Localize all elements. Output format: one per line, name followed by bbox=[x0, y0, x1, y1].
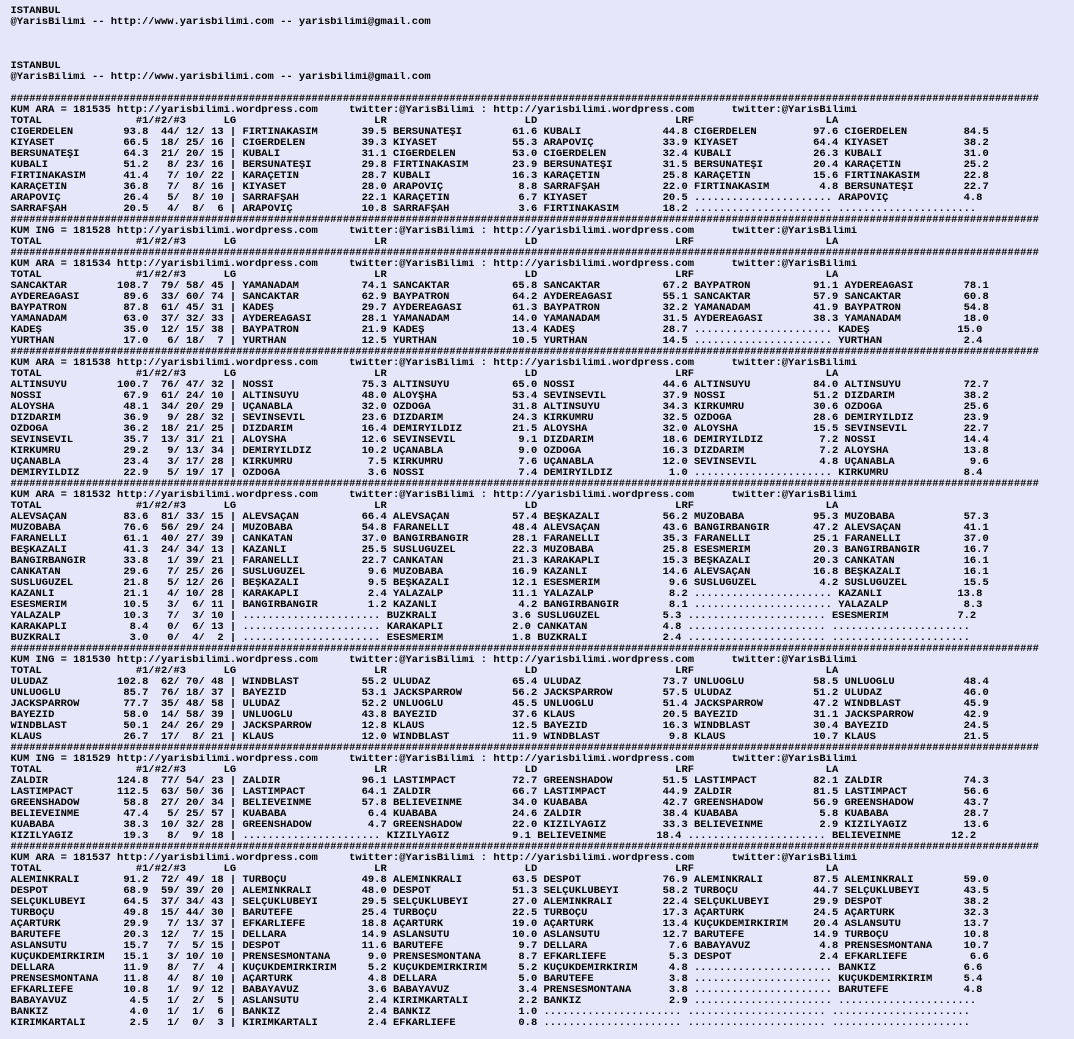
report-line: KIYASET 66.5 18/ 25/ 16 | CIĞERDELEN 39.3 KIYASET 55.3 ARAPOVİÇ 33.9 KIYASET 64.4 KIYASET 38.2 bbox=[10, 138, 989, 149]
report-line: #################################################################################################################################################################### bbox=[10, 644, 1039, 655]
report-line: SEVİNSEVİL 35.7 13/ 31/ 21 | ALOYSHA 12.6 SEVİNSEVİL 9.1 DİZDARIM 18.6 DEMİRYILDIZ 7.2 NOSSİ 14.4 bbox=[10, 435, 989, 446]
report-line: @YarisBilimi -- http://www.yarisbilimi.com -- yarisbilimi@gmail.com bbox=[10, 17, 431, 28]
report-line: ARAPOVİÇ 26.4 5/ 8/ 10 | SARRAFŞAH 22.1 KARAÇETİN 6.7 KIYASET 20.5 ...................... ARAPOVİÇ 4.8 bbox=[10, 193, 983, 204]
report-line: YALAZALP 10.3 7/ 3/ 10 | ...................... BUZKRALI 3.6 SÜSLÜGÜZEL 5.3 ...................... ESESMERİM 7.2 bbox=[10, 611, 977, 622]
report-line: TURBOÇU 49.8 15/ 44/ 30 | BARUTEFE 25.4 TURBOÇU 22.5 TURBOÇU 17.3 AÇARTÜRK 24.5 AÇARTÜRK 32.3 bbox=[10, 908, 989, 919]
report-line: KUM ING = 181529 http://yarisbilimi.wordpress.com twitter:@YarisBilimi : http://yarisbilimi.wordpress.com twitter:@YarisBilimi bbox=[10, 754, 858, 765]
report-line: SANCAKTAR 108.7 79/ 58/ 45 | YAMANADAM 74.1 SANCAKTAR 65.8 SANCAKTAR 67.2 BAYPATRON 91.1 AYDEREAĞASI 78.1 bbox=[10, 281, 989, 292]
report-line bbox=[10, 83, 1074, 94]
report-line: SARRAFŞAH 20.5 4/ 8/ 6 | ARAPOVİÇ 10.8 SARRAFŞAH 3.6 FIRTINAKASIM 18.2 ...................... ...................... bbox=[10, 204, 977, 215]
report-line: KÜÇÜKDEMİRKIRIM 15.1 3/ 10/ 10 | PRENSESMONTANA 9.0 PRENSESMONTANA 8.7 EFKARLIEFE 5.3 DESPOT 2.4 EFKARLIEFE 6.6 bbox=[10, 952, 989, 963]
report-line bbox=[10, 50, 1074, 61]
report-line: DEMİRYILDIZ 22.9 5/ 19/ 17 | ÖZDOĞA 3.6 NOSSİ 7.4 DEMİRYILDIZ 1.0 ...................... KIRKUMRU 8.4 bbox=[10, 468, 983, 479]
report-line: KUM ARA = 181538 http://yarisbilimi.wordpress.com twitter:@YarisBilimi : http://yarisbilimi.wordpress.com twitter:@YarisBilimi bbox=[10, 358, 858, 369]
report-line: KUM ARA = 181532 http://yarisbilimi.wordpress.com twitter:@YarisBilimi : http://yarisbilimi.wordpress.com twitter:@YarisBilimi bbox=[10, 490, 858, 501]
report-line: ÜNLÜOĞLU 85.7 76/ 18/ 37 | BAYEZID 53.1 JACKSPARROW 56.2 JACKSPARROW 57.5 ULUDAZ 51.2 ULUDAZ 46.0 bbox=[10, 688, 989, 699]
report-line: LASTIMPACT 112.5 63/ 50/ 36 | LASTIMPACT 64.1 ZALDIR 66.7 LASTIMPACT 44.9 ZALDIR 81.5 LASTIMPACT 56.6 bbox=[10, 787, 989, 798]
report-line: KIRIMKARTALI 2.5 1/ 0/ 3 | KIRIMKARTALI 2.4 EFKARLIEFE 0.8 ...................... ...................... ...................... bbox=[10, 1018, 970, 1029]
report-line: ISTANBUL bbox=[10, 6, 61, 17]
report-line: DELLARA 11.9 8/ 7/ 4 | KÜÇÜKDEMİRKIRIM 5.2 KÜÇÜKDEMİRKIRIM 5.2 KÜÇÜKDEMİRKIRIM 4.8 ...................... BANKIZ 6.6 bbox=[10, 963, 983, 974]
report-line: YAMANADAM 63.0 37/ 32/ 33 | AYDEREAĞASI 28.1 YAMANADAM 14.0 YAMANADAM 31.5 AYDEREAĞASI 38.3 YAMANADAM 18.0 bbox=[10, 314, 989, 325]
report-line: #################################################################################################################################################################### bbox=[10, 479, 1039, 490]
report-line: PRENSESMONTANA 11.8 4/ 8/ 10 | AÇARTÜRK 4.8 DELLARA 5.0 BARUTEFE 3.8 ...................... KÜÇÜKDEMİRKIRIM 5.4 bbox=[10, 974, 983, 985]
report-line: TOTAL #1/#2/#3 LG LR LD LRF LA bbox=[10, 116, 839, 127]
report-line: BANGIRBANGIR 33.8 1/ 39/ 21 | FARANELLİ 22.7 CANKATAN 21.3 KARAKAPLI 15.3 BEŞKAZALI 20.3 CANKATAN 16.1 bbox=[10, 556, 989, 567]
report-line: KUM ING = 181528 http://yarisbilimi.wordpress.com twitter:@YarisBilimi : http://yarisbilimi.wordpress.com twitter:@YarisBilimi bbox=[10, 226, 858, 237]
report-line: FARANELLİ 61.1 40/ 27/ 39 | CANKATAN 37.0 BANGIRBANGIR 28.1 FARANELLİ 35.3 FARANELLİ 25.1 FARANELLİ 37.0 bbox=[10, 534, 989, 545]
report-line: YURTHAN 17.0 6/ 18/ 7 | YURTHAN 12.5 YURTHAN 10.5 YURTHAN 14.5 ...................... YURTHAN 2.4 bbox=[10, 336, 983, 347]
report-line: ÖZDOĞA 36.2 18/ 21/ 25 | DİZDARIM 16.4 DEMİRYILDIZ 21.5 ALOYSHA 32.0 ALOYSHA 15.5 SEVİNSEVİL 22.7 bbox=[10, 424, 989, 435]
report-line: BABAYAVUZ 4.5 1/ 2/ 5 | ASLANSUTU 2.4 KIRIMKARTALI 2.2 BANKIZ 2.9 ...................... ...................... bbox=[10, 996, 977, 1007]
report-line: AYDEREAĞASI 89.6 33/ 60/ 74 | SANCAKTAR 62.9 BAYPATRON 64.2 AYDEREAĞASI 55.1 SANCAKTAR 57.9 SANCAKTAR 60.8 bbox=[10, 292, 989, 303]
report-line: TOTAL #1/#2/#3 LG LR LD LRF LA bbox=[10, 501, 839, 512]
report-line: KUM ING = 181530 http://yarisbilimi.wordpress.com twitter:@YarisBilimi : http://yarisbilimi.wordpress.com twitter:@YarisBilimi bbox=[10, 655, 858, 666]
report-line: BAYEZID 58.0 14/ 58/ 39 | ÜNLÜOĞLU 43.8 BAYEZID 37.6 KLAUS 20.5 BAYEZID 31.1 JACKSPARROW 42.9 bbox=[10, 710, 989, 721]
report-line: TOTAL #1/#2/#3 LG LR LD LRF LA bbox=[10, 237, 839, 248]
report-line: FIRTINAKASIM 41.4 7/ 10/ 22 | KARAÇETİN 28.7 KUBALI 16.3 KARAÇETİN 25.8 KARAÇETİN 15.6 FIRTINAKASIM 22.8 bbox=[10, 171, 989, 182]
report-line: TOTAL #1/#2/#3 LG LR LD LRF LA bbox=[10, 369, 839, 380]
report-line: AÇARTÜRK 29.9 7/ 13/ 37 | EFKARLIEFE 18.8 AÇARTÜRK 19.0 AÇARTÜRK 13.4 KÜÇÜKDEMİRKIRIM 20.4 ASLANSUTU 13.7 bbox=[10, 919, 989, 930]
report-line: JACKSPARROW 77.7 35/ 48/ 58 | ULUDAZ 52.2 ÜNLÜOĞLU 45.5 ÜNLÜOĞLU 51.4 JACKSPARROW 47.2 WINDBLAST 45.9 bbox=[10, 699, 989, 710]
report-line: #################################################################################################################################################################### bbox=[10, 94, 1039, 105]
report-line: ULUDAZ 102.8 62/ 70/ 48 | WINDBLAST 55.2 ULUDAZ 65.4 ULUDAZ 73.7 ÜNLÜOĞLU 58.5 ÜNLÜOĞLU 48.4 bbox=[10, 677, 989, 688]
report-line: #################################################################################################################################################################### bbox=[10, 248, 1039, 259]
report-line: DESPOT 68.9 59/ 39/ 20 | ALEMİNKRALI 48.0 DESPOT 51.3 SELÇUKLUBEYİ 58.2 TURBOÇU 44.7 SELÇUKLUBEYİ 43.5 bbox=[10, 886, 989, 897]
report-line: DİZDARIM 36.9 9/ 28/ 32 | SEVİNSEVİL 23.6 DİZDARIM 24.3 KIRKUMRU 32.5 ÖZDOĞA 28.6 DEMİRYILDIZ 23.9 bbox=[10, 413, 989, 424]
report-line: KUM ARA = 181534 http://yarisbilimi.wordpress.com twitter:@YarisBilimi : http://yarisbilimi.wordpress.com twitter:@YarisBilimi bbox=[10, 259, 858, 270]
report-line: GREENSHADOW 58.8 27/ 20/ 34 | BELIEVEINME 57.8 BELIEVEINME 34.0 KUABABA 42.7 GREENSHADOW 56.9 GREENSHADOW 43.7 bbox=[10, 798, 989, 809]
report-line: TOTAL #1/#2/#3 LG LR LD LRF LA bbox=[10, 666, 839, 677]
report-line: ALEMİNKRALI 91.2 72/ 49/ 18 | TURBOÇU 49.8 ALEMİNKRALI 63.5 DESPOT 76.9 ALEMİNKRALI 87.5 ALEMİNKRALI 59.0 bbox=[10, 875, 989, 886]
report-line: BELIEVEINME 47.4 5/ 25/ 57 | KUABABA 6.4 KUABABA 24.6 ZALDIR 38.4 KUABABA 5.8 KUABABA 28.7 bbox=[10, 809, 989, 820]
report-line: KADEŞ 35.0 12/ 15/ 38 | BAYPATRON 21.9 KADEŞ 13.4 KADEŞ 28.7 ...................... KADEŞ 15.0 bbox=[10, 325, 983, 336]
report-line: ALEVSAÇAN 83.6 81/ 33/ 15 | ALEVSAÇAN 66.4 ALEVSAÇAN 57.4 BEŞKAZALI 56.2 MUZOBABA 95.3 MUZOBABA 57.3 bbox=[10, 512, 989, 523]
report-line: ESESMERİM 10.5 3/ 6/ 11 | BANGIRBANGIR 1.2 KAZANLI 4.2 BANGIRBANGIR 8.1 ...................... YALAZALP 8.3 bbox=[10, 600, 983, 611]
report-line: BEŞKAZALI 41.3 24/ 34/ 13 | KAZANLI 25.5 SÜSLÜGÜZEL 22.3 MUZOBABA 25.8 ESESMERİM 20.3 BANGIRBANGIR 16.7 bbox=[10, 545, 989, 556]
report-line: CIĞERDELEN 93.8 44/ 12/ 13 | FIRTINAKASIM 39.5 BERSUNATEŞİ 61.6 KUBALI 44.8 CIĞERDELEN 97.6 CIĞERDELEN 84.5 bbox=[10, 127, 989, 138]
report-line: ISTANBUL bbox=[10, 61, 61, 72]
report-line: KUBALI 51.2 8/ 23/ 16 | BERSUNATEŞİ 29.8 FIRTINAKASIM 23.9 BERSUNATEŞİ 31.5 BERSUNATEŞİ 20.4 KARAÇETİN 25.2 bbox=[10, 160, 989, 171]
report-line: TOTAL #1/#2/#3 LG LR LD LRF LA bbox=[10, 270, 839, 281]
report-line bbox=[10, 28, 1074, 39]
report-line: KUM ARA = 181535 http://yarisbilimi.wordpress.com twitter:@YarisBilimi : http://yarisbilimi.wordpress.com twitter:@YarisBilimi bbox=[10, 105, 858, 116]
report-line: UÇANABLA 23.4 3/ 17/ 28 | KIRKUMRU 7.5 KIRKUMRU 7.6 UÇANABLA 12.0 SEVİNSEVİL 4.8 UÇANABLA 9.6 bbox=[10, 457, 989, 468]
report-line: BAYPATRON 87.8 61/ 45/ 31 | KADEŞ 29.7 AYDEREAĞASI 61.3 BAYPATRON 32.2 YAMANADAM 41.9 BAYPATRON 54.8 bbox=[10, 303, 989, 314]
report-line: ALTINSUYU 100.7 76/ 47/ 32 | NOSSİ 75.3 ALTINSUYU 65.0 NOSSİ 44.6 ALTINSUYU 84.0 ALTINSUYU 72.7 bbox=[10, 380, 989, 391]
report-line: #################################################################################################################################################################### bbox=[10, 347, 1039, 358]
report-line: KARAÇETİN 36.8 7/ 8/ 16 | KIYASET 28.0 ARAPOVİÇ 8.8 SARRAFŞAH 22.0 FIRTINAKASIM 4.8 BERSUNATEŞİ 22.7 bbox=[10, 182, 989, 193]
report-line: BUZKRALI 3.0 0/ 4/ 2 | ...................... ESESMERİM 1.8 BUZKRALI 2.4 ...................... ...................... bbox=[10, 633, 970, 644]
report-line: KAZANLI 21.1 4/ 10/ 28 | KARAKAPLI 2.4 YALAZALP 11.1 YALAZALP 8.2 ...................... KAZANLI 13.8 bbox=[10, 589, 983, 600]
report-line: #################################################################################################################################################################### bbox=[10, 215, 1039, 226]
report-line bbox=[10, 39, 1074, 50]
report-line: #################################################################################################################################################################### bbox=[10, 842, 1039, 853]
report-line: ASLANSUTU 15.7 7/ 5/ 15 | DESPOT 11.6 BARUTEFE 9.7 DELLARA 7.6 BABAYAVUZ 4.8 PRENSESMONTANA 10.7 bbox=[10, 941, 989, 952]
report-line: KIZILYAĞIZ 19.3 8/ 9/ 18 | ...................... KIZILYAĞIZ 9.1 BELIEVEINME 18.4 ...................... BELIEVEINME 12.2 bbox=[10, 831, 977, 842]
report-line: KARAKAPLI 8.4 0/ 6/ 13 | ...................... KARAKAPLI 2.0 CANKATAN 4.8 ...................... ...................... bbox=[10, 622, 970, 633]
report-line: ZALDIR 124.8 77/ 54/ 23 | ZALDIR 96.1 LASTIMPACT 72.7 GREENSHADOW 51.5 LASTIMPACT 82.1 ZALDIR 74.3 bbox=[10, 776, 989, 787]
report-line: @YarisBilimi -- http://www.yarisbilimi.com -- yarisbilimi@gmail.com bbox=[10, 72, 431, 83]
report-line: SÜSLÜGÜZEL 21.8 5/ 12/ 26 | BEŞKAZALI 9.5 BEŞKAZALI 12.1 ESESMERİM 9.6 SÜSLÜGÜZEL 4.2 SÜSLÜGÜZEL 15.5 bbox=[10, 578, 989, 589]
report-line: KIRKUMRU 29.2 9/ 13/ 34 | DEMİRYILDIZ 10.2 UÇANABLA 9.0 ÖZDOĞA 16.3 DİZDARIM 7.2 ALOYSHA 13.8 bbox=[10, 446, 989, 457]
report-line: TOTAL #1/#2/#3 LG LR LD LRF LA bbox=[10, 765, 839, 776]
report-line: BARUTEFE 20.3 12/ 7/ 15 | DELLARA 14.9 ASLANSUTU 10.0 ASLANSUTU 12.7 BARUTEFE 14.9 TURBOÇU 10.8 bbox=[10, 930, 989, 941]
report-line: WINDBLAST 50.1 24/ 26/ 29 | JACKSPARROW 12.8 KLAUS 12.5 BAYEZID 16.3 WINDBLAST 30.4 BAYEZID 24.5 bbox=[10, 721, 989, 732]
report-line: KUM ARA = 181537 http://yarisbilimi.wordpress.com twitter:@YarisBilimi : http://yarisbilimi.wordpress.com twitter:@YarisBilimi bbox=[10, 853, 858, 864]
report-line: ALOYSHA 48.1 34/ 20/ 29 | UÇANABLA 32.0 ÖZDOĞA 31.8 ALTINSUYU 34.3 KIRKUMRU 30.6 ÖZDOĞA 25.6 bbox=[10, 402, 989, 413]
report-line: KLAUS 26.7 17/ 8/ 21 | KLAUS 12.0 WINDBLAST 11.9 WINDBLAST 9.8 KLAUS 10.7 KLAUS 21.5 bbox=[10, 732, 989, 743]
report-line: BANKIZ 4.0 1/ 1/ 6 | BANKIZ 2.4 BANKIZ 1.0 ...................... ...................... ...................... bbox=[10, 1007, 970, 1018]
report-line: #################################################################################################################################################################### bbox=[10, 743, 1039, 754]
report-line: NOSSİ 67.9 61/ 24/ 10 | ALTINSUYU 48.0 ALOYŞHA 53.4 SEVİNSEVİL 37.9 NOSSİ 51.2 DİZDARIM 38.2 bbox=[10, 391, 989, 402]
report-line: EFKARLIEFE 10.8 1/ 9/ 12 | BABAYAVUZ 3.6 BABAYAVUZ 3.4 PRENSESMONTANA 3.8 ...................... BARUTEFE 4.8 bbox=[10, 985, 983, 996]
report-line: BERSUNATEŞİ 64.3 21/ 20/ 15 | KUBALI 31.1 CIĞERDELEN 53.0 CIĞERDELEN 32.4 KUBALI 26.3 KUBALI 31.0 bbox=[10, 149, 989, 160]
report-line: CANKATAN 29.6 7/ 25/ 26 | SÜSLÜGÜZEL 9.6 MUZOBABA 16.9 KAZANLI 14.6 ALEVSAÇAN 16.8 BEŞKAZALI 16.1 bbox=[10, 567, 989, 578]
report-line: KUABABA 38.3 10/ 32/ 28 | GREENSHADOW 4.7 GREENSHADOW 22.0 KIZILYAĞIZ 33.3 BELIEVEINME 2.9 KIZILYAĞIZ 13.6 bbox=[10, 820, 989, 831]
report-line: TOTAL #1/#2/#3 LG LR LD LRF LA bbox=[10, 864, 839, 875]
report-line: MUZOBABA 76.6 56/ 29/ 24 | MUZOBABA 54.8 FARANELLİ 48.4 ALEVSAÇAN 43.6 BANGIRBANGIR 47.2 ALEVSAÇAN 41.1 bbox=[10, 523, 989, 534]
report-line: SELÇUKLUBEYİ 64.5 37/ 34/ 43 | SELÇUKLUBEYİ 29.5 SELÇUKLUBEYİ 27.0 ALEMİNKRALI 22.4 SELÇUKLUBEYİ 29.9 DESPOT 38.2 bbox=[10, 897, 989, 908]
